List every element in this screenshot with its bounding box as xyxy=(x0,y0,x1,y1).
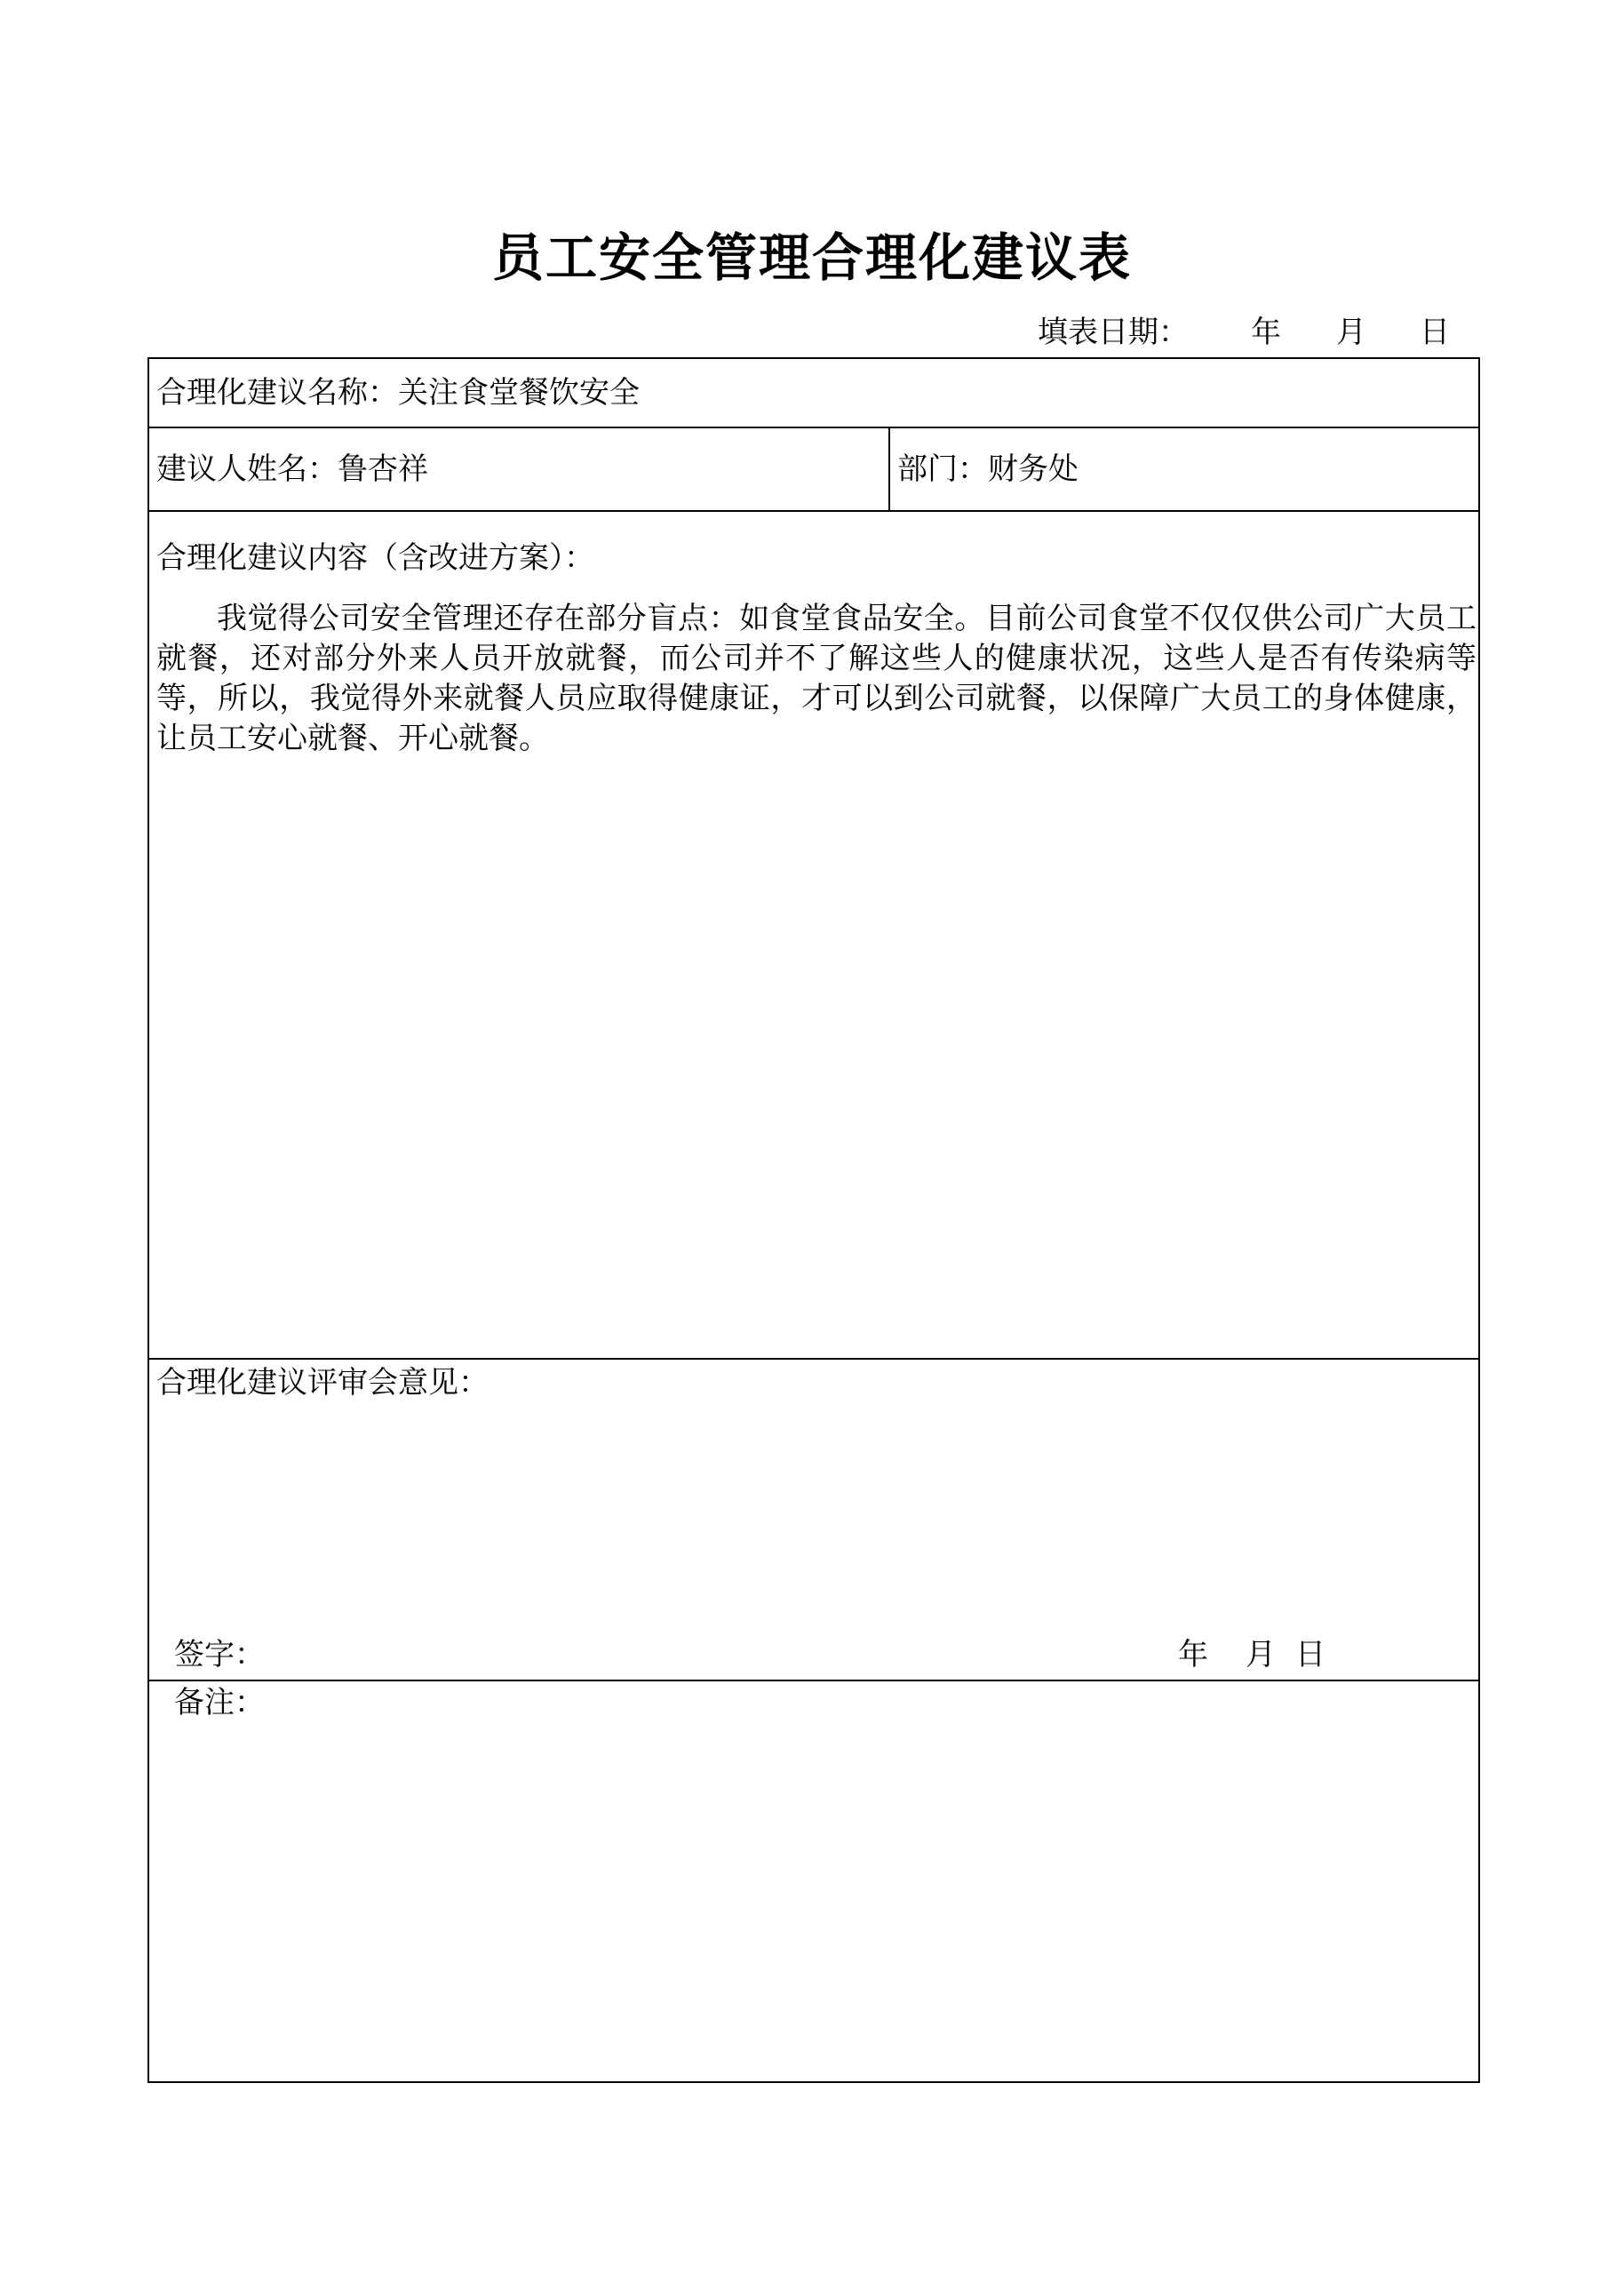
suggestion-name-label: 合理化建议名称： xyxy=(156,375,398,411)
suggestion-form xyxy=(147,357,1480,2083)
department-cell xyxy=(897,448,1079,491)
suggestion-name-value: 关注食堂餐饮安全 xyxy=(398,375,640,411)
fill-date-year: 年 xyxy=(1251,315,1281,350)
row-divider xyxy=(149,510,1478,512)
review-label: 合理化建议评审会意见： xyxy=(156,1365,489,1401)
review-year: 年 xyxy=(1178,1637,1208,1672)
remarks-label: 备注： xyxy=(174,1685,265,1720)
fill-date-month: 月 xyxy=(1336,315,1366,350)
department-label: 部门： xyxy=(897,451,988,487)
content-label: 合理化建议内容（含改进方案）： xyxy=(156,540,594,576)
proposer-cell xyxy=(156,448,428,491)
fill-date-label: 填表日期： xyxy=(1038,315,1189,350)
page-title: 员工安全管理合理化建议表 xyxy=(491,228,1132,288)
review-sign-label: 签字： xyxy=(174,1637,265,1672)
content-body: 我觉得公司安全管理还存在部分盲点：如食堂食品安全。目前公司食堂不仅仅供公司广大员工就餐，还对部分外来人员开放就餐，而公司并不了解这些人的健康状况，这些人是否有传染病等等，所以，我觉得外来就餐人员应取得健康证，才可以到公司就餐，以保障广大员工的身体健康，让员工安心就餐、开心就餐。 xyxy=(156,601,1477,756)
row-divider xyxy=(149,1358,1478,1360)
review-day: 日 xyxy=(1295,1637,1325,1672)
suggestion-name-cell xyxy=(156,371,640,414)
proposer-value: 鲁杏祥 xyxy=(338,451,428,487)
row-divider xyxy=(149,1680,1478,1681)
review-month: 月 xyxy=(1246,1637,1276,1672)
row-divider xyxy=(149,427,1478,428)
fill-date-day: 日 xyxy=(1420,315,1450,350)
column-divider xyxy=(888,427,890,510)
proposer-label: 建议人姓名： xyxy=(156,451,338,487)
department-value: 财务处 xyxy=(988,451,1079,487)
